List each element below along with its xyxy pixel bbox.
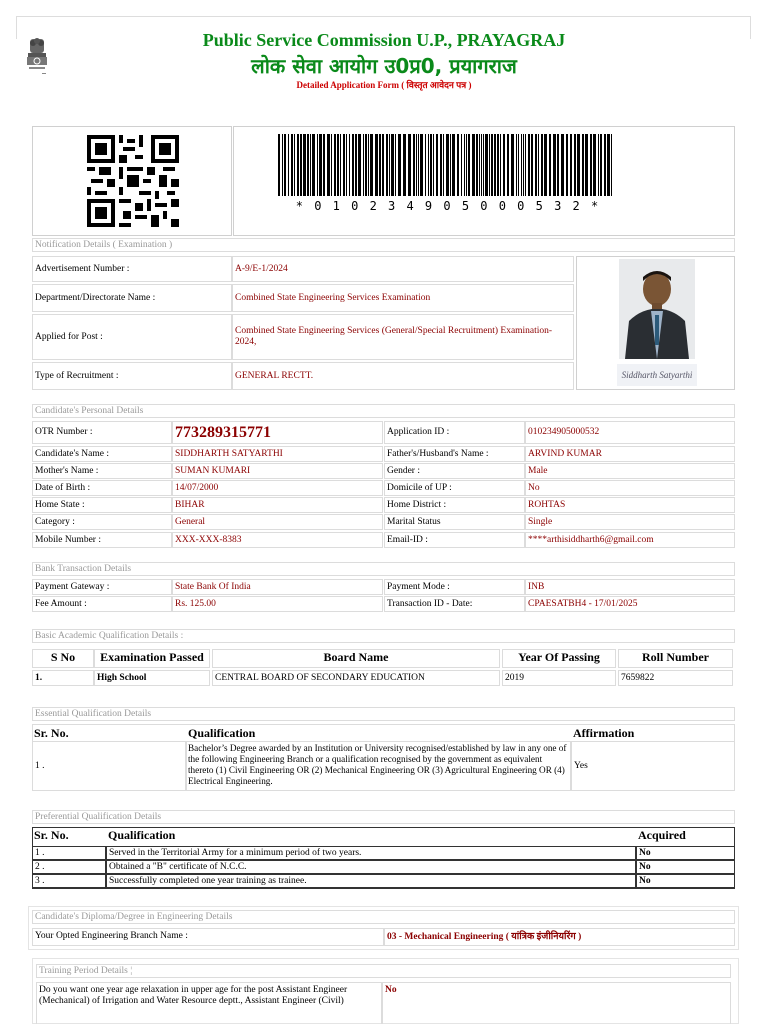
essential-header-qualification: Qualification	[188, 726, 256, 740]
barcode-bar	[370, 134, 373, 196]
bank-label: Transaction ID - Date:	[384, 596, 525, 612]
barcode-bar	[497, 134, 499, 196]
barcode-bar	[464, 134, 465, 196]
barcode-bar	[607, 134, 610, 196]
preferential-cell: Served in the Territorial Army for a minimum period of two years.	[106, 846, 636, 860]
barcode-bar	[561, 134, 564, 196]
barcode-bar	[331, 134, 332, 196]
training-question: Do you want one year age relaxation in upper age for the post Assistant Engineer (Mechanical) of Irrigation and Water Resource deptt., Assistant Engineer (Civil)	[36, 982, 382, 1024]
barcode-bar	[472, 134, 475, 196]
barcode-bar	[461, 134, 462, 196]
advertisement-number-value: A-9/E-1/2024	[232, 256, 574, 282]
barcode-bar	[494, 134, 496, 196]
barcode-bar	[310, 134, 311, 196]
barcode-bar	[382, 134, 384, 196]
personal-value: XXX-XXX-8383	[172, 532, 383, 548]
academic-header-roll: Roll Number	[618, 649, 733, 668]
barcode-bar	[337, 134, 339, 196]
personal-label: Marital Status	[384, 514, 525, 530]
barcode-bar	[284, 134, 286, 196]
barcode-bar	[570, 134, 572, 196]
barcode-bar	[334, 134, 336, 196]
qr-code-cell	[32, 126, 232, 236]
personal-label: Candidate's Name :	[32, 446, 172, 462]
essential-heading: Essential Qualification Details	[32, 707, 735, 721]
preferential-header: Acquired	[638, 828, 686, 842]
personal-value: No	[525, 480, 735, 496]
barcode-bar	[323, 134, 325, 196]
personal-label: Gender :	[384, 463, 525, 479]
form-subtitle: Detailed Application Form ( विस्तृत आवेदन पत्र )	[296, 80, 472, 90]
applied-post-value: Combined State Engineering Services (General/Special Recruitment) Examination- 2024,	[232, 314, 574, 360]
barcode-bar	[358, 134, 361, 196]
barcode-bar	[479, 134, 480, 196]
personal-value: ARVIND KUMAR	[525, 446, 735, 462]
academic-row-board: CENTRAL BOARD OF SECONDARY EDUCATION	[212, 670, 500, 686]
photo-cell	[576, 256, 735, 390]
bank-label: Fee Amount :	[32, 596, 172, 612]
barcode-bar	[349, 134, 350, 196]
barcode-bar	[590, 134, 592, 196]
preferential-cell: No	[636, 846, 735, 860]
barcode-bar	[483, 134, 484, 196]
barcode-bar	[528, 134, 530, 196]
barcode-bar	[416, 134, 417, 196]
barcode-bar	[278, 134, 280, 196]
barcode-bar	[440, 134, 442, 196]
barcode-bar	[585, 134, 588, 196]
academic-header-year: Year Of Passing	[502, 649, 616, 668]
barcode-bar	[600, 134, 602, 196]
recruitment-type-label: Type of Recruitment :	[32, 362, 232, 390]
barcode-bar	[303, 134, 306, 196]
training-answer: No	[382, 982, 731, 1024]
barcode-icon	[278, 134, 618, 204]
department-value: Combined State Engineering Services Examination	[232, 284, 574, 312]
barcode-bar	[443, 134, 444, 196]
barcode-bar	[544, 134, 547, 196]
barcode-bar	[549, 134, 551, 196]
barcode-bar	[525, 134, 526, 196]
academic-row-roll: 7659822	[618, 670, 733, 686]
barcode-bar	[557, 134, 559, 196]
barcode-bar	[319, 134, 322, 196]
personal-value: SIDDHARTH SATYARTHI	[172, 446, 383, 462]
qr-code-icon	[87, 135, 179, 227]
barcode-bar	[500, 134, 501, 196]
barcode-bar	[379, 134, 381, 196]
barcode-bar	[365, 134, 367, 196]
candidate-photo	[619, 259, 695, 359]
academic-header-exam: Examination Passed	[94, 649, 210, 668]
barcode-bar	[466, 134, 467, 196]
barcode-bar	[485, 134, 488, 196]
barcode-bar	[577, 134, 580, 196]
notification-heading: Notification Details ( Examination )	[32, 238, 735, 252]
personal-label: Application ID :	[384, 421, 525, 444]
barcode-bar	[430, 134, 432, 196]
barcode-bar	[503, 134, 505, 196]
essential-header-affirmation: Affirmation	[573, 726, 635, 740]
barcode-bar	[312, 134, 315, 196]
applied-post-label: Applied for Post :	[32, 314, 232, 360]
barcode-bar	[511, 134, 514, 196]
commission-title-hindi: लोक सेवा आयोग उ0प्र0, प्रयागराज	[251, 54, 517, 78]
personal-value: Single	[525, 514, 735, 530]
academic-row-exam: High School	[94, 670, 210, 686]
training-heading: Training Period Details ¦	[36, 964, 731, 978]
personal-label: Mother's Name :	[32, 463, 172, 479]
personal-label: Mobile Number :	[32, 532, 172, 548]
barcode-bar	[433, 134, 434, 196]
academic-header-board: Board Name	[212, 649, 500, 668]
barcode-bar	[521, 134, 522, 196]
personal-label: Domicile of UP :	[384, 480, 525, 496]
barcode-bar	[531, 134, 533, 196]
bank-value: State Bank Of India	[172, 579, 383, 595]
barcode-bar	[300, 134, 302, 196]
barcode-bar	[541, 134, 543, 196]
personal-label: Home State :	[32, 497, 172, 513]
barcode-bar	[375, 134, 378, 196]
barcode-bar	[398, 134, 401, 196]
barcode-bar	[604, 134, 606, 196]
preferential-cell: Successfully completed one year training as trainee.	[106, 874, 636, 888]
barcode-bar	[425, 134, 426, 196]
barcode-bar	[611, 134, 612, 196]
barcode-bar	[518, 134, 519, 196]
academic-heading: Basic Academic Qualification Details :	[32, 629, 735, 643]
advertisement-number-label: Advertisement Number :	[32, 256, 232, 282]
barcode-bar	[355, 134, 357, 196]
recruitment-type-value: GENERAL RECTT.	[232, 362, 574, 390]
barcode-bar	[368, 134, 369, 196]
preferential-cell: 1 .	[32, 846, 106, 860]
barcode-bar	[436, 134, 438, 196]
barcode-cell	[233, 126, 735, 236]
essential-row-affirmation: Yes	[571, 741, 735, 791]
barcode-bar	[352, 134, 354, 196]
personal-value: SUMAN KUMARI	[172, 463, 383, 479]
barcode-bar	[535, 134, 537, 196]
barcode-bar	[452, 134, 455, 196]
bank-heading: Bank Transaction Details	[32, 562, 735, 576]
personal-label: Date of Birth :	[32, 480, 172, 496]
barcode-bar	[346, 134, 347, 196]
barcode-bar	[489, 134, 490, 196]
barcode-bar	[566, 134, 568, 196]
barcode-bar	[391, 134, 394, 196]
personal-value: Male	[525, 463, 735, 479]
barcode-bar	[363, 134, 364, 196]
barcode-bar	[446, 134, 449, 196]
barcode-bar	[428, 134, 429, 196]
barcode-bar	[420, 134, 423, 196]
commission-title-english: Public Service Commission U.P., PRAYAGRAJ	[202, 30, 566, 50]
barcode-bar	[327, 134, 330, 196]
barcode-bar	[457, 134, 459, 196]
preferential-header: Sr. No.	[34, 828, 69, 842]
preferential-cell: Obtained a "B" certificate of N.C.C.	[106, 860, 636, 874]
personal-value: 010234905000532	[525, 421, 735, 444]
barcode-bar	[538, 134, 539, 196]
barcode-number: * 0 1 0 2 3 4 9 0 5 0 0 0 5 3 2 *	[295, 199, 601, 213]
personal-value: General	[172, 514, 383, 530]
barcode-bar	[408, 134, 411, 196]
bank-label: Payment Gateway :	[32, 579, 172, 595]
preferential-cell: No	[636, 860, 735, 874]
barcode-bar	[491, 134, 493, 196]
barcode-bar	[598, 134, 599, 196]
bank-value: INB	[525, 579, 735, 595]
academic-row-year: 2019	[502, 670, 616, 686]
barcode-bar	[395, 134, 396, 196]
personal-value: BIHAR	[172, 497, 383, 513]
barcode-bar	[574, 134, 576, 196]
barcode-bar	[507, 134, 509, 196]
barcode-bar	[389, 134, 390, 196]
barcode-bar	[523, 134, 524, 196]
barcode-bar	[386, 134, 388, 196]
preferential-header: Qualification	[108, 828, 176, 842]
candidate-signature: Siddharth Satyarthi	[617, 364, 697, 386]
barcode-bar	[291, 134, 293, 196]
barcode-bar	[481, 134, 482, 196]
personal-value: ROHTAS	[525, 497, 735, 513]
essential-header-srno: Sr. No.	[34, 726, 69, 740]
bank-value: CPAESATBH4 - 17/01/2025	[525, 596, 735, 612]
barcode-bar	[450, 134, 451, 196]
personal-heading: Candidate's Personal Details	[32, 404, 735, 418]
barcode-bar	[307, 134, 309, 196]
barcode-bar	[288, 134, 289, 196]
barcode-bar	[476, 134, 478, 196]
personal-value: ****arthisiddharth6@gmail.com	[525, 532, 735, 548]
branch-label: Your Opted Engineering Branch Name :	[32, 928, 384, 946]
preferential-cell: 2 .	[32, 860, 106, 874]
barcode-bar	[294, 134, 295, 196]
barcode-bar	[297, 134, 299, 196]
barcode-bar	[282, 134, 283, 196]
barcode-bar	[317, 134, 318, 196]
academic-header-sno: S No	[32, 649, 94, 668]
bank-label: Payment Mode :	[384, 579, 525, 595]
branch-value: 03 - Mechanical Engineering ( यांत्रिक इंजीनियरिंग )	[384, 928, 735, 946]
department-label: Department/Directorate Name :	[32, 284, 232, 312]
barcode-bar	[593, 134, 596, 196]
barcode-bar	[553, 134, 556, 196]
barcode-bar	[413, 134, 415, 196]
preferential-cell: No	[636, 874, 735, 888]
preferential-heading: Preferential Qualification Details	[32, 810, 735, 824]
bank-value: Rs. 125.00	[172, 596, 383, 612]
barcode-bar	[340, 134, 341, 196]
personal-label: Father's/Husband's Name :	[384, 446, 525, 462]
personal-label: Home District :	[384, 497, 525, 513]
barcode-bar	[582, 134, 584, 196]
personal-value: 773289315771	[172, 421, 383, 444]
barcode-bar	[403, 134, 406, 196]
barcode-bar	[343, 134, 345, 196]
preferential-cell: 3 .	[32, 874, 106, 888]
personal-label: Email-ID :	[384, 532, 525, 548]
essential-row-qualification: Bachelor’s Degree awarded by an Institution or University recognised/established by law in any one of the following Engineering Branch or a qualification recognised by the government as equivalent thereto (1) Civil Engineering OR (2) Mechanical Engineering OR (3) Agricultural Engineering OR (4) Electrical Engineering.	[186, 741, 571, 791]
personal-value: 14/07/2000	[172, 480, 383, 496]
diploma-heading: Candidate's Diploma/Degree in Engineering Details	[32, 910, 735, 924]
essential-row-srno: 1 .	[32, 741, 186, 791]
academic-row-sno: 1.	[32, 670, 94, 686]
barcode-bar	[516, 134, 517, 196]
personal-label: OTR Number :	[32, 421, 172, 444]
barcode-bar	[418, 134, 419, 196]
personal-label: Category :	[32, 514, 172, 530]
barcode-bar	[468, 134, 470, 196]
